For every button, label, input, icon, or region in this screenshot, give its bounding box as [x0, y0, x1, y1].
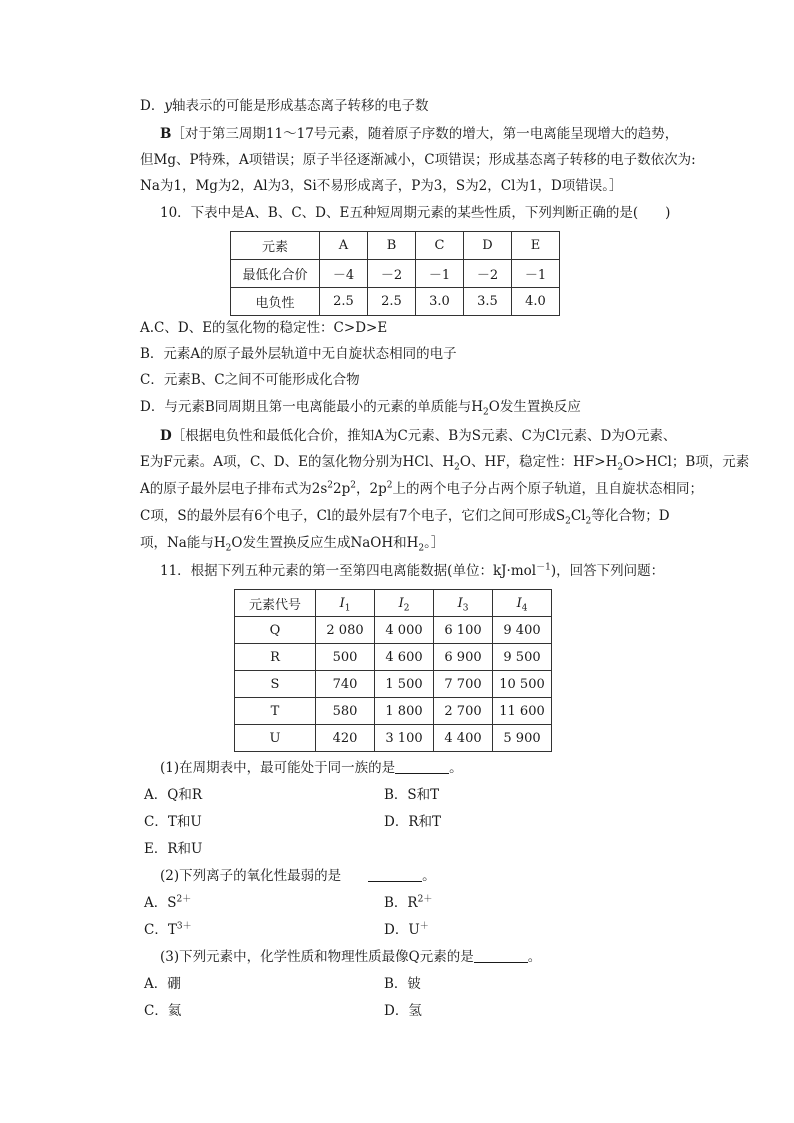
q11-table-cell: 9 400 — [493, 617, 552, 644]
q10-option-a: A.C、D、E的氢化物的稳定性：C>D>E — [140, 320, 388, 336]
q11-p1-option-e: E．R和U — [144, 841, 203, 857]
q11-table-row — [235, 644, 552, 671]
q11-element-code: S — [235, 671, 316, 698]
q10-row-header: 电负性 — [231, 288, 320, 316]
q10-answer-line1: D［根据电负性和最低化合价，推知A为C元素、B为S元素、C为Cl元素、D为O元素、 — [160, 428, 677, 444]
q10-table-cell: 4.0 — [512, 288, 560, 316]
q11-p3-option-d: D．氢 — [384, 1003, 422, 1019]
q11-element-code: T — [235, 698, 316, 725]
answer-blank[interactable] — [368, 867, 422, 882]
q11-table-cell: 2 700 — [434, 698, 493, 725]
q10-option-d: D．与元素B同周期且第一电离能最小的元素的单质能与$H_2O$发生置换反应 — [140, 399, 581, 418]
q11-header-ionization: $I_2$ — [375, 590, 434, 617]
q10-table-cell: E — [512, 232, 560, 260]
prev-answer-line2: 但Mg、P特殊，A项错误；原子半径逐渐减小，C项错误；形成基态离子转移的电子数依次为: — [140, 152, 696, 168]
q10-table-cell: 3.0 — [416, 288, 464, 316]
q10-table-row — [231, 260, 560, 288]
q10-answer-line4: C项，S的最外层有6个电子，Cl的最外层有7个电子，它们之间可形成$S_2Cl_2$等化合物；D — [140, 508, 670, 527]
q11-p3-option-b: B．铍 — [384, 976, 421, 992]
q10-answer-line2: E为F元素。A项，C、D、E的氢化物分别为HCl、$H_2O$、HF，稳定性：$HF>H_2O>HCl$；B项，元素 — [140, 454, 750, 473]
q11-table-cell: 7 700 — [434, 671, 493, 698]
q11-p2-option-b: B．$R^{2+}$ — [384, 894, 433, 911]
answer-blank[interactable] — [474, 948, 528, 963]
q11-table — [234, 589, 552, 752]
q11-stem: 11．根据下列五种元素的第一至第四电离能数据(单位：kJ·mol$^{-1}$)，回答下列问题： — [160, 562, 665, 579]
q11-p1-option-d: D．R和T — [384, 814, 441, 830]
q11-table-cell: 6 900 — [434, 644, 493, 671]
q11-p3-option-a: A．硼 — [144, 976, 181, 992]
q10-stem: 10．下表中是A、B、C、D、E五种短周期元素的某些性质，下列判断正确的是( ) — [160, 205, 671, 221]
q11-p2-option-c: C．$T^{3+}$ — [144, 921, 192, 938]
q10-row-header: 最低化合价 — [231, 260, 320, 288]
q10-table-cell: D — [464, 232, 512, 260]
q10-row-header: 元素 — [231, 232, 320, 260]
q10-table-cell: A — [320, 232, 368, 260]
q11-table-cell: 5 900 — [493, 725, 552, 752]
q10-table-row — [231, 232, 560, 260]
q11-table-cell: 740 — [316, 671, 375, 698]
y-axis-symbol: y — [164, 98, 172, 114]
q11-table-header-row — [235, 590, 552, 617]
q11-table-cell: 1 500 — [375, 671, 434, 698]
q11-element-code: Q — [235, 617, 316, 644]
q11-p3-option-c: C．氦 — [144, 1003, 182, 1019]
q11-p2-option-a: A．$S^{2+}$ — [144, 894, 192, 911]
q11-table-row — [235, 725, 552, 752]
q11-p2-option-d: D．U＋ — [384, 921, 429, 938]
q11-element-code: R — [235, 644, 316, 671]
q11-table-row — [235, 671, 552, 698]
q11-header-ionization: $I_3$ — [434, 590, 493, 617]
q11-p1-option-b: B．S和T — [384, 787, 440, 803]
q11-table-cell: 10 500 — [493, 671, 552, 698]
q11-table-cell: 6 100 — [434, 617, 493, 644]
q11-header-code: 元素代号 — [235, 590, 316, 617]
q11-header-ionization: $I_1$ — [316, 590, 375, 617]
q11-table-cell: 4 600 — [375, 644, 434, 671]
q11-p1-option-a: A．Q和R — [144, 787, 202, 803]
q11-part1-stem: (1)在周期表中，最可能处于同一族的是 。 — [160, 760, 463, 776]
q11-table-cell: 4 000 — [375, 617, 434, 644]
answer-letter: D — [160, 428, 172, 444]
q10-table-cell: －1 — [512, 260, 560, 288]
q10-table-cell: C — [416, 232, 464, 260]
q11-part3-stem: (3)下列元素中，化学性质和物理性质最像Q元素的是 。 — [160, 949, 542, 965]
q11-table-cell: 420 — [316, 725, 375, 752]
q11-table-cell: 4 400 — [434, 725, 493, 752]
q11-part2-stem: (2)下列离子的氧化性最弱的是 。 — [160, 868, 436, 884]
q10-table-row — [231, 288, 560, 316]
answer-letter: B — [160, 126, 172, 142]
prev-answer-line1: B［对于第三周期11～17号元素，随着原子序数的增大，第一电离能呈现增大的趋势， — [160, 126, 679, 142]
prev-answer-line3: Na为1，Mg为2，Al为3，Si不易形成离子，P为3，S为2，Cl为1，D项错误。］ — [140, 178, 623, 194]
q10-table-cell: －4 — [320, 260, 368, 288]
q10-table — [230, 231, 560, 316]
q10-table-cell: 2.5 — [368, 288, 416, 316]
q11-table-cell: 2 080 — [316, 617, 375, 644]
q10-table-cell: B — [368, 232, 416, 260]
q11-header-ionization: $I_4$ — [493, 590, 552, 617]
q11-p1-option-c: C．T和U — [144, 814, 202, 830]
q11-table-cell: 1 800 — [375, 698, 434, 725]
q10-answer-line5: 项，Na能与$H_2O$发生置换反应生成NaOH和$H_2$。］ — [140, 535, 445, 554]
answer-blank[interactable] — [395, 759, 449, 774]
q11-table-cell: 500 — [316, 644, 375, 671]
q11-element-code: U — [235, 725, 316, 752]
q11-table-cell: 11 600 — [493, 698, 552, 725]
q10-option-c: C．元素B、C之间不可能形成化合物 — [140, 372, 360, 388]
q10-answer-line3: A的原子最外层电子排布式为$2s^22p^2$，$2p^2$上的两个电子分占两个原子轨道，且自旋状态相同； — [140, 480, 703, 497]
q10-table-cell: 3.5 — [464, 288, 512, 316]
q10-option-b: B．元素A的原子最外层轨道中无自旋状态相同的电子 — [140, 346, 457, 362]
q11-table-cell: 580 — [316, 698, 375, 725]
q11-table-cell: 9 500 — [493, 644, 552, 671]
q11-table-cell: 3 100 — [375, 725, 434, 752]
q11-table-row — [235, 698, 552, 725]
q10-table-cell: －2 — [464, 260, 512, 288]
q10-table-cell: －1 — [416, 260, 464, 288]
q11-table-row — [235, 617, 552, 644]
q10-table-cell: －2 — [368, 260, 416, 288]
prev-option-d: D．y轴表示的可能是形成基态离子转移的电子数 — [140, 98, 429, 114]
q10-table-cell: 2.5 — [320, 288, 368, 316]
